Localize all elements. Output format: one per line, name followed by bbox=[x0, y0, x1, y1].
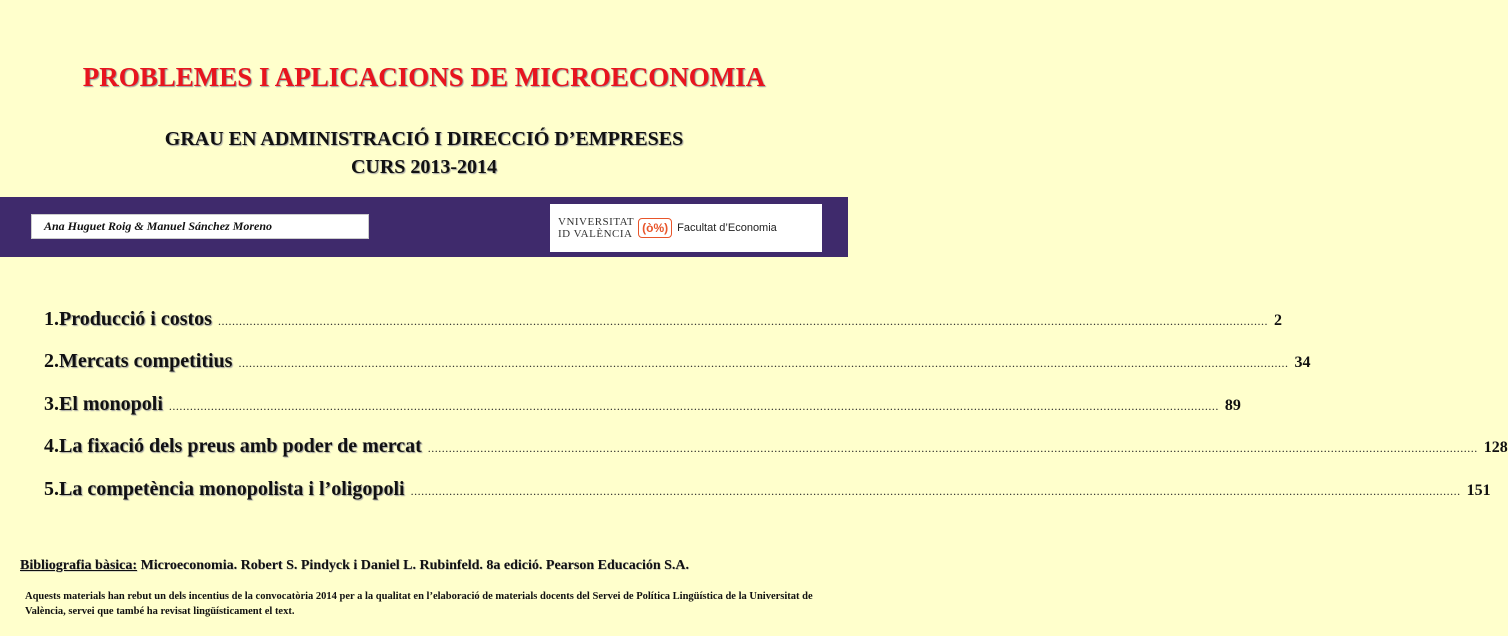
toc-number: 3. bbox=[44, 393, 59, 415]
toc-leader: ............................................................................................................................................................................................................................................................................................................ bbox=[217, 314, 1268, 328]
toc-leader: ............................................................................................................................................................................................................................................................................................................ bbox=[238, 356, 1289, 370]
toc-page: 34 bbox=[1294, 354, 1311, 371]
university-emblem-icon: (ò%) bbox=[638, 218, 672, 238]
toc-title: El monopoli bbox=[59, 393, 163, 415]
course-subtitle bbox=[0, 125, 848, 181]
toc-page: 128 bbox=[1483, 439, 1508, 456]
toc-number: 4. bbox=[44, 435, 59, 457]
toc-leader: ............................................................................................................................................................................................................................................................................................................ bbox=[168, 399, 1219, 413]
toc-title: La competència monopolista i l’oligopoli bbox=[59, 478, 405, 500]
toc-page: 89 bbox=[1224, 397, 1241, 414]
course-year-line: CURS 2013-2014 bbox=[350, 156, 498, 178]
toc-page: 2 bbox=[1273, 312, 1282, 329]
toc-leader: ............................................................................................................................................................................................................................................................................................................ bbox=[427, 441, 1478, 455]
bibliography bbox=[20, 558, 840, 574]
university-name: VNIVERSITAT ID VALÈNCIA bbox=[558, 216, 635, 240]
bibliography-label: Bibliografia bàsica: bbox=[20, 558, 138, 573]
toc-item-4[interactable] bbox=[44, 435, 1508, 465]
toc-title: La fixació dels preus amb poder de mercat bbox=[59, 435, 422, 457]
bibliography-text: Microeconomia. Robert S. Pindyck i Daniel L. Rubinfeld. 8a edició. Pearson Educación S.A. bbox=[137, 558, 690, 573]
toc-item-5[interactable] bbox=[44, 478, 1491, 508]
document-title: PROBLEMES I APLICACIONS DE MICROECONOMIA bbox=[82, 62, 766, 92]
toc-leader: ............................................................................................................................................................................................................................................................................................................ bbox=[410, 484, 1461, 498]
funding-note: Aquests materials han rebut un dels incentius de la convocatòria 2014 per a la qualitat en l’elaboració de materials docents del Servei de Política Lingüística de la Universitat de València, servei que també ha revisat lingüísticament el text. bbox=[25, 591, 813, 617]
faculty-name: Facultat d’Economia bbox=[677, 222, 777, 234]
toc-title: Producció i costos bbox=[59, 308, 212, 330]
authors-box: Ana Huguet Roig & Manuel Sánchez Moreno bbox=[31, 214, 369, 239]
toc-number: 1. bbox=[44, 308, 59, 330]
university-logo bbox=[550, 204, 822, 252]
toc-item-1[interactable] bbox=[44, 308, 1282, 338]
toc-page: 151 bbox=[1466, 482, 1491, 499]
degree-line: GRAU EN ADMINISTRACIÓ I DIRECCIÓ D’EMPRESES bbox=[164, 128, 684, 150]
toc-title: Mercats competitius bbox=[59, 350, 233, 372]
toc-item-2[interactable] bbox=[44, 350, 1311, 380]
toc-item-3[interactable] bbox=[44, 393, 1241, 423]
toc-number: 2. bbox=[44, 350, 59, 372]
toc-number: 5. bbox=[44, 478, 59, 500]
